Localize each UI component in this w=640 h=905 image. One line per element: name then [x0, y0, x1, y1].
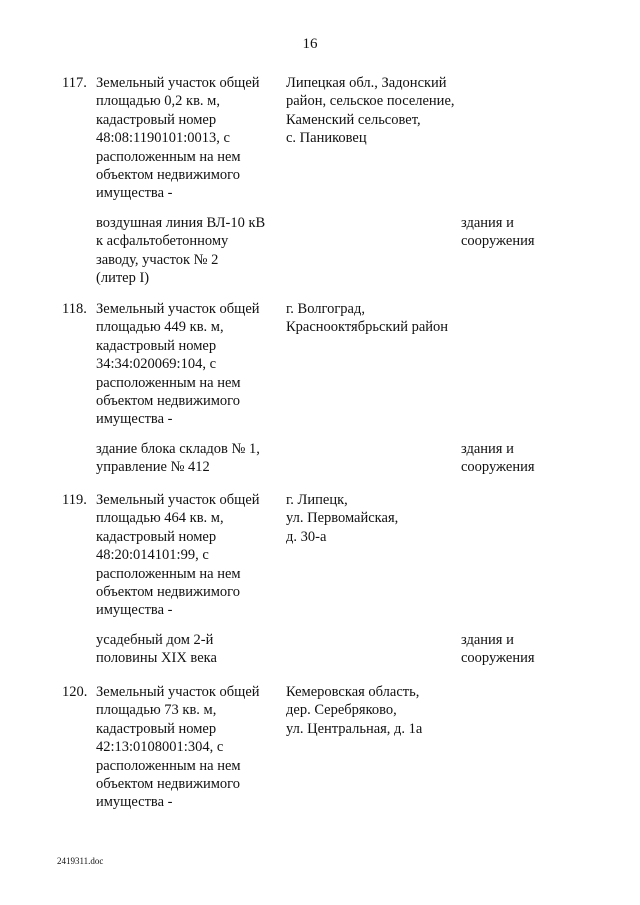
land-plot-description: Земельный участок общей площадью 73 кв. м, кадастровый номер 42:13:0108001:304, с расположенным на нем объектом недвижимого имущества -	[96, 684, 260, 811]
land-plot-location: Липецкая обл., Задонский район, сельское поселение, Каменский сельсовет, с. Паниковец	[286, 75, 455, 147]
property-kind: здания и сооружения	[461, 632, 535, 667]
land-plot-description: Земельный участок общей площадью 449 кв. м, кадастровый номер 34:34:020069:104, с расположенным на нем объектом недвижимого имущества -	[96, 301, 260, 428]
land-plot-description: Земельный участок общей площадью 464 кв. м, кадастровый номер 48:20:014101:99, с расположенным на нем объектом недвижимого имущества -	[96, 492, 260, 619]
property-object: здание блока складов № 1, управление № 412	[96, 441, 260, 476]
entry-number: 119.	[62, 492, 87, 508]
entry-119	[0, 491, 640, 671]
property-kind: здания и сооружения	[461, 441, 535, 476]
entry-number: 120.	[62, 684, 88, 700]
property-kind: здания и сооружения	[461, 215, 535, 250]
property-object: воздушная линия ВЛ-10 кВ к асфальтобетонному заводу, участок № 2 (литер I)	[96, 215, 266, 287]
entry-number: 118.	[62, 301, 87, 317]
page-number: 16	[302, 36, 318, 52]
document-filename: 2419311.doc	[57, 856, 104, 866]
property-object: усадебный дом 2-й половины XIX века	[96, 632, 217, 667]
entry-118	[0, 300, 640, 480]
entry-120	[0, 683, 640, 813]
land-plot-description: Земельный участок общей площадью 0,2 кв. м, кадастровый номер 48:08:1190101:0013, с расположенным на нем объектом недвижимого имущества -	[96, 75, 260, 202]
entry-number: 117.	[62, 75, 87, 91]
entry-117	[0, 74, 640, 304]
land-plot-location: г. Липецк, ул. Первомайская, д. 30-а	[286, 492, 399, 545]
land-plot-location: Кемеровская область, дер. Серебряково, ул. Центральная, д. 1а	[286, 684, 423, 737]
land-plot-location: г. Волгоград, Краснооктябрьский район	[286, 301, 449, 336]
